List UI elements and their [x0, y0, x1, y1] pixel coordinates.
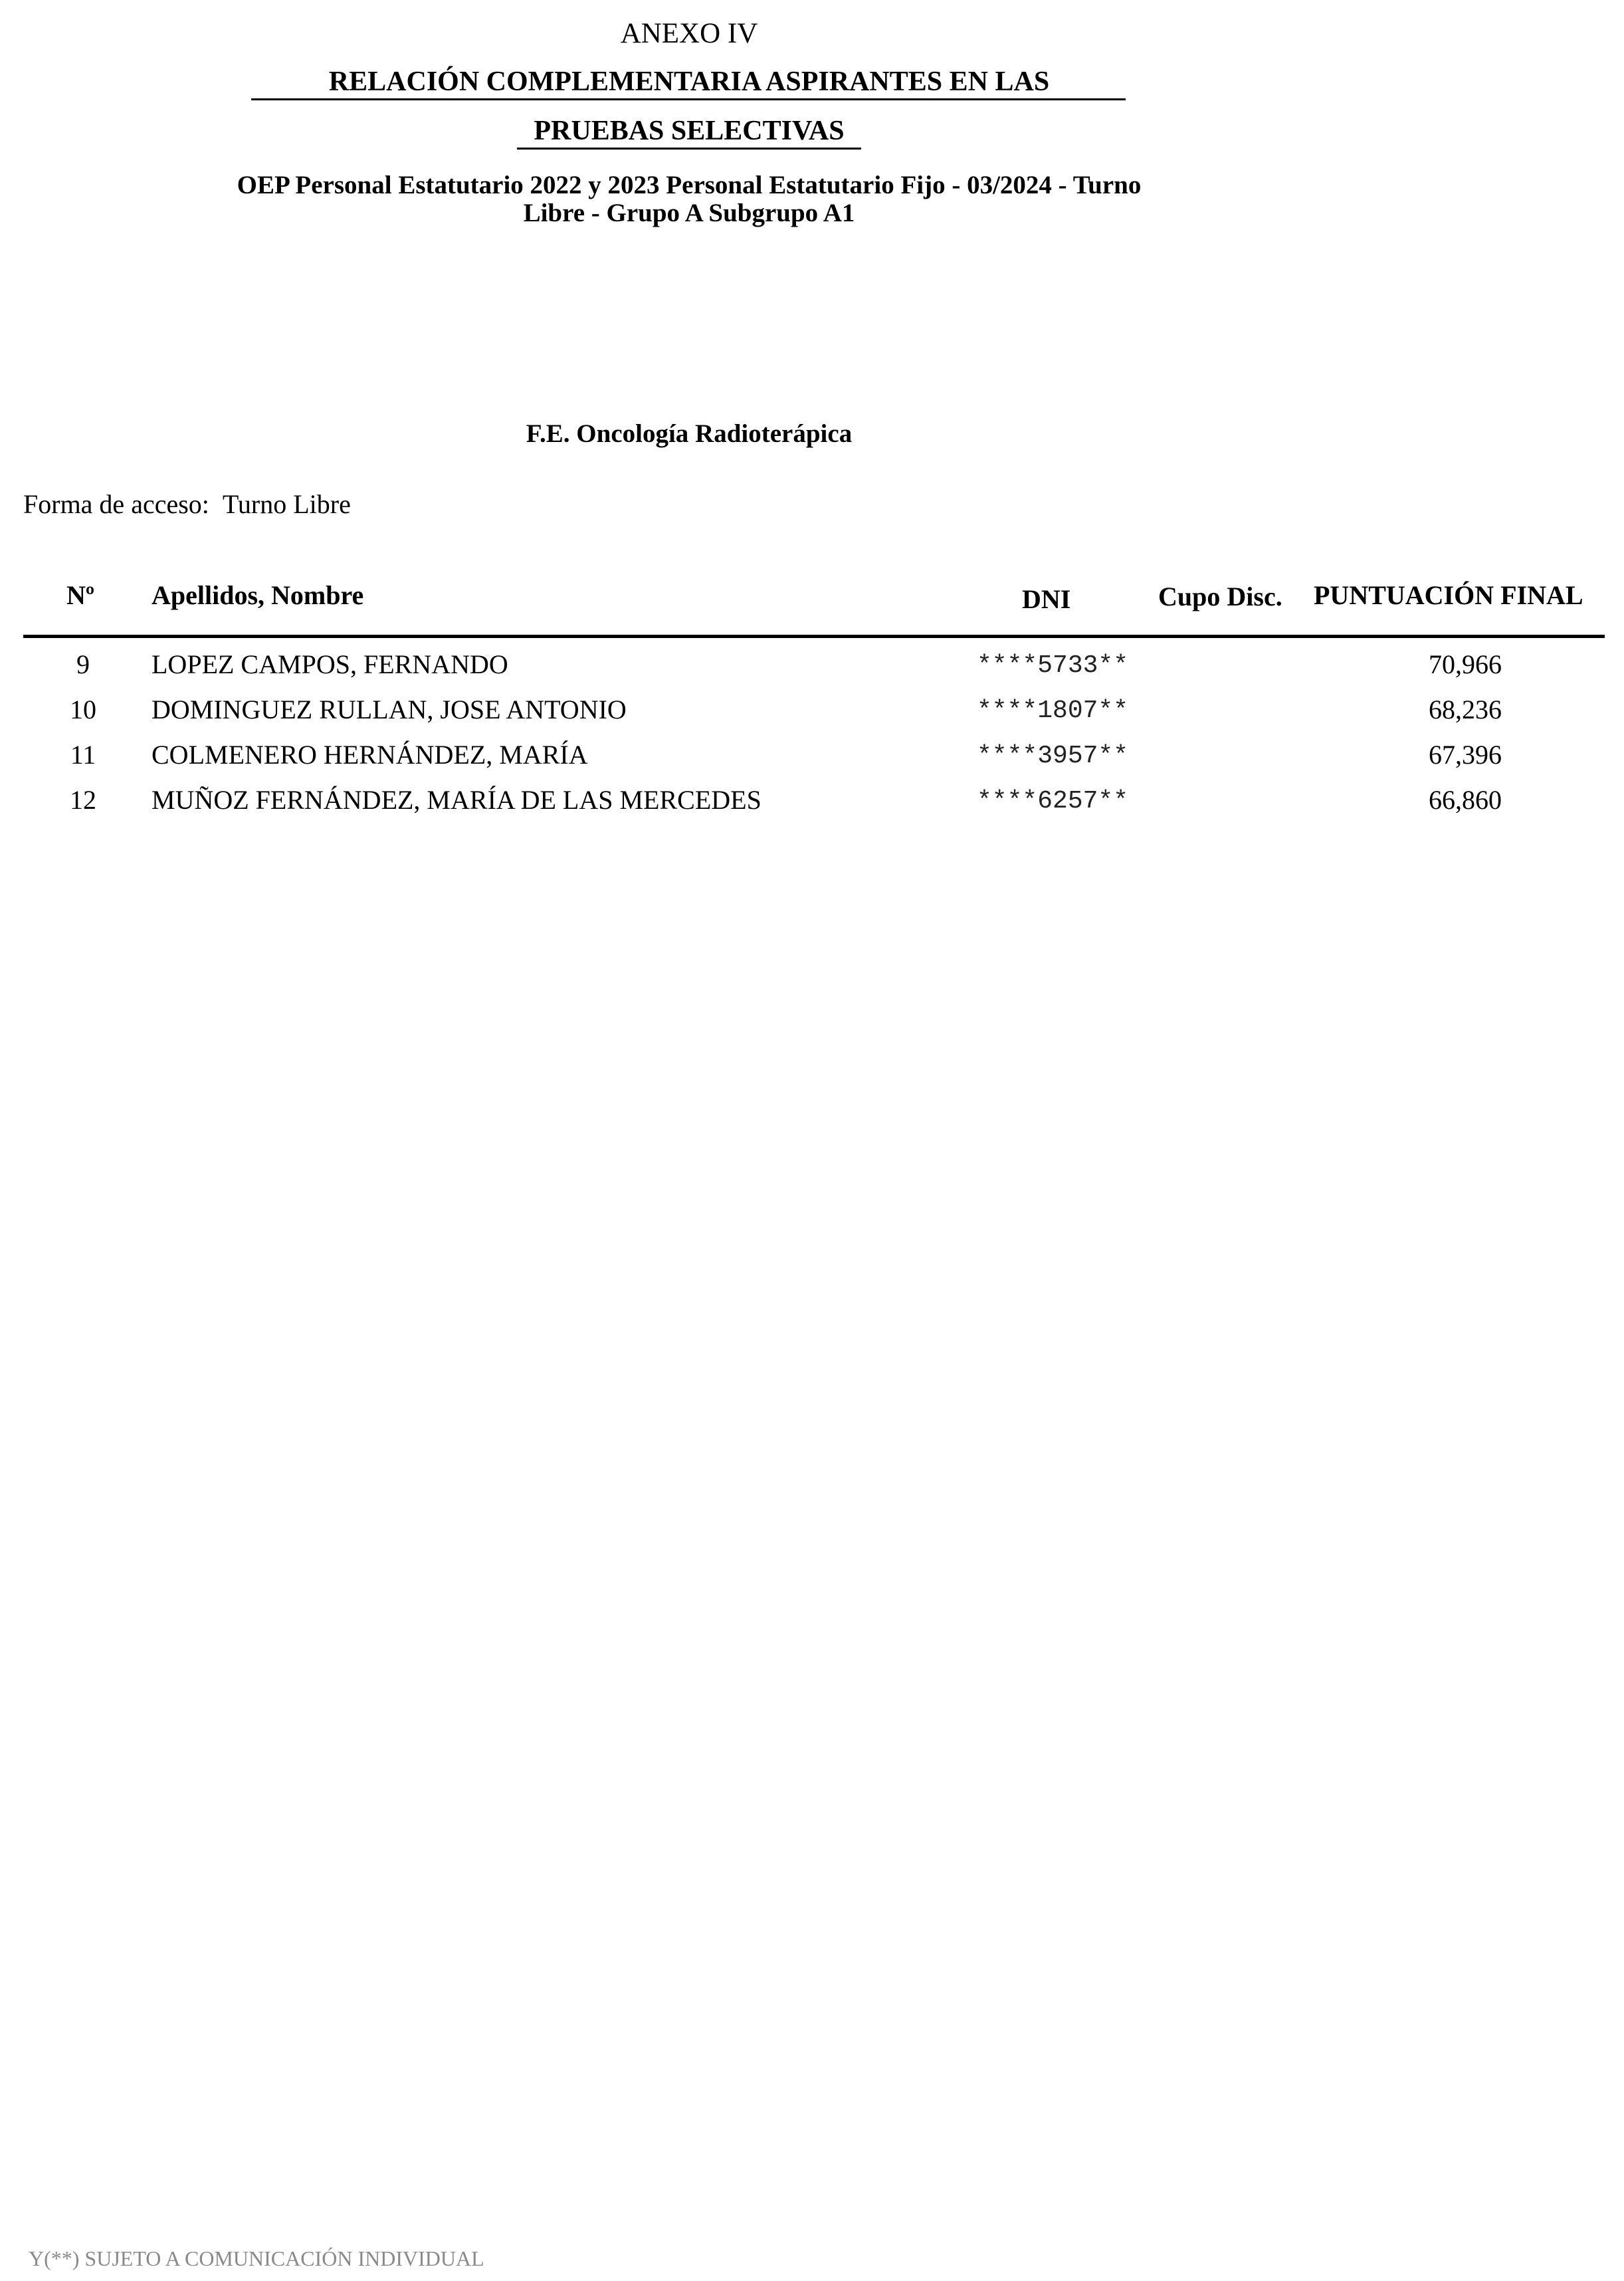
row-dni: ****5733** — [977, 651, 1129, 680]
row-number: 10 — [70, 695, 96, 724]
footer-note: Y(**) SUJETO A COMUNICACIÓN INDIVIDUAL — [29, 2246, 484, 2270]
row-score: 70,966 — [1429, 649, 1502, 679]
table-row — [0, 739, 1624, 784]
row-number: 11 — [70, 740, 96, 770]
column-header-number: Nº — [66, 580, 95, 610]
title-underline-1 — [251, 98, 1126, 100]
subtitle-line-1: OEP Personal Estatutario 2022 y 2023 Personal Estatutario Fijo - 03/2024 - Turno — [237, 171, 1142, 199]
document-title-line-1: RELACIÓN COMPLEMENTARIA ASPIRANTES EN LAS — [328, 66, 1050, 97]
column-header-dni: DNI — [1022, 584, 1071, 614]
access-form-label: Forma de acceso: — [23, 489, 209, 519]
annex-title: ANEXO IV — [620, 18, 758, 49]
title-underline-2 — [517, 148, 861, 150]
access-form — [23, 489, 351, 520]
table-row — [0, 784, 1624, 829]
row-score: 66,860 — [1429, 785, 1502, 815]
row-name: MUÑOZ FERNÁNDEZ, MARÍA DE LAS MERCEDES — [152, 785, 761, 815]
document-title-line-2: PRUEBAS SELECTIVAS — [534, 116, 845, 146]
row-score: 67,396 — [1429, 740, 1502, 770]
subtitle-line-2: Libre - Grupo A Subgrupo A1 — [523, 199, 855, 227]
row-name: DOMINGUEZ RULLAN, JOSE ANTONIO — [152, 695, 627, 724]
specialty-heading: F.E. Oncología Radioterápica — [526, 419, 853, 448]
column-header-cupo-disc: Cupo Disc. — [1158, 582, 1282, 611]
row-dni: ****3957** — [977, 742, 1129, 770]
table-row — [0, 649, 1624, 694]
row-name: COLMENERO HERNÁNDEZ, MARÍA — [152, 740, 588, 770]
row-number: 9 — [76, 649, 90, 679]
table-header-rule — [23, 635, 1605, 638]
column-header-final-score: PUNTUACIÓN FINAL — [1314, 580, 1583, 610]
row-number: 12 — [70, 785, 96, 815]
row-dni: ****6257** — [977, 787, 1129, 815]
row-dni: ****1807** — [977, 697, 1129, 725]
row-name: LOPEZ CAMPOS, FERNANDO — [152, 649, 508, 679]
column-header-name: Apellidos, Nombre — [152, 580, 364, 610]
access-form-value: Turno Libre — [222, 489, 351, 519]
table-row — [0, 694, 1624, 739]
row-score: 68,236 — [1429, 695, 1502, 724]
